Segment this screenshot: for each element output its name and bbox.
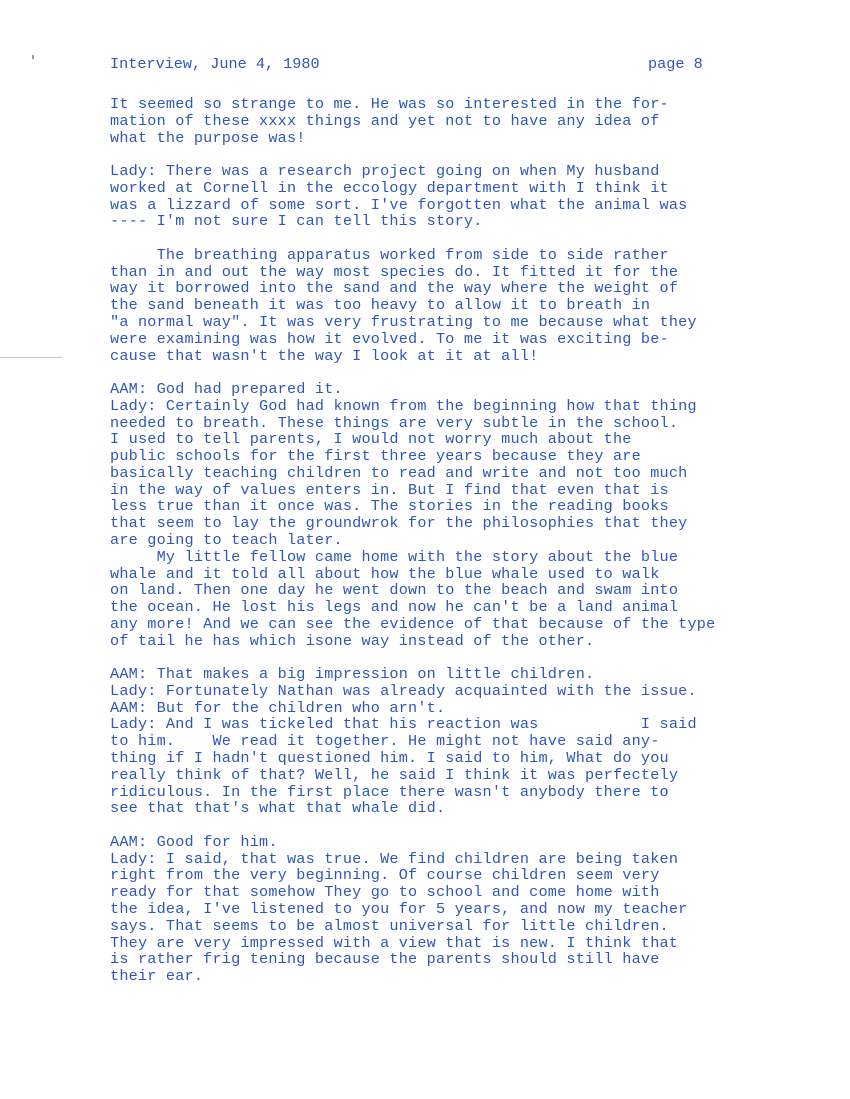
margin-fold-line [0,357,62,358]
text-line: It seemed so strange to me. He was so interested in the for- [110,95,669,113]
text-line: were examining was how it evolved. To me it was exciting be- [110,329,669,348]
text-line: AAM: God had prepared it. [110,380,343,399]
text-line: needed to breath. These things are very subtle in the school. [110,413,679,432]
text-line: Lady: Fortunately Nathan was already acquainted with the issue. [110,681,697,700]
text-line: says. That seems to be almost universal for little children. [110,916,669,935]
text-line: thing if I hadn't questioned him. I said to him, What do you [110,749,669,768]
text-line: Lady: I said, that was true. We find children are being taken [110,849,679,868]
text-line: right from the very beginning. Of course children seem very [110,866,660,885]
text-line: to him. We read it together. He might not have said any- [110,732,660,751]
text-line: their ear. [110,967,204,986]
text-line: AAM: That makes a big impression on little children. [110,665,595,684]
text-line: really think of that? Well, he said I think it was perfectely [110,765,679,784]
text-line: I used to tell parents, I would not worry much about the [110,430,632,449]
text-line: than in and out the way most species do. It fitted it for the [110,262,679,281]
text-line: Lady: And I was tickeled that his reaction was I said [110,715,697,734]
text-line: "a normal way". It was very frustrating to me because what they [110,313,697,331]
text-line: They are very impressed with a view that is new. I think that [110,933,679,952]
text-line: the ocean. He lost his legs and now he can't be a land animal [110,598,679,617]
text-line: of tail he has which isone way instead of the other. [110,631,595,650]
text-line: less true than it once was. The stories in the reading books [110,497,669,516]
text-line: whale and it told all about how the blue whale used to walk [110,564,660,583]
text-line: is rather frig tening because the parents should still have [110,950,660,969]
text-line: in the way of values enters in. But I find that even that is [110,480,669,499]
text-line: AAM: But for the children who arn't. [110,698,446,717]
text-line: what the purpose was! [110,128,306,147]
text-line: that seem to lay the groundwrok for the philosophies that they [110,514,688,533]
text-line: Lady: Certainly God had known from the beginning how that thing [110,396,697,415]
text-line: are going to teach later. [110,531,343,550]
text-line: way it borrowed into the sand and the way where the weight of [110,279,679,298]
text-line: the idea, I've listened to you for 5 years, and now my teacher [110,899,688,918]
text-line: public schools for the first three years because they are [110,447,641,466]
page-number: page 8 [648,55,703,73]
text-line: AAM: Good for him. [110,832,278,851]
text-line: Lady: There was a research project going on when My husband [110,162,660,181]
text-line: was a lizzard of some sort. I've forgotten what the animal was [110,195,688,214]
text-line: cause that wasn't the way I look at it at all! [110,346,539,365]
text-line: on land. Then one day he went down to the beach and swam into [110,581,679,600]
text-line: ---- I'm not sure I can tell this story. [110,212,483,231]
text-line: ridiculous. In the first place there wasn't anybody there to [110,782,669,801]
text-line: My little fellow came home with the story about the blue [110,547,679,566]
text-line: basically teaching children to read and write and not too much [110,463,688,482]
text-line: any more! And we can see the evidence of that because of the type [110,614,716,633]
header-title: Interview, June 4, 1980 [110,55,320,73]
text-line: mation of these xxxx things and yet not to have any idea of [110,111,660,130]
text-line: ready for that somehow They go to school and come home with [110,883,660,902]
text-line: the sand beneath it was too heavy to allow it to breath in [110,296,651,315]
text-line: worked at Cornell in the eccology department with I think it [110,178,669,197]
text-line: The breathing apparatus worked from side to side rather [110,245,669,264]
text-line: see that that's what that whale did. [110,799,446,818]
paper-speck [32,55,34,59]
